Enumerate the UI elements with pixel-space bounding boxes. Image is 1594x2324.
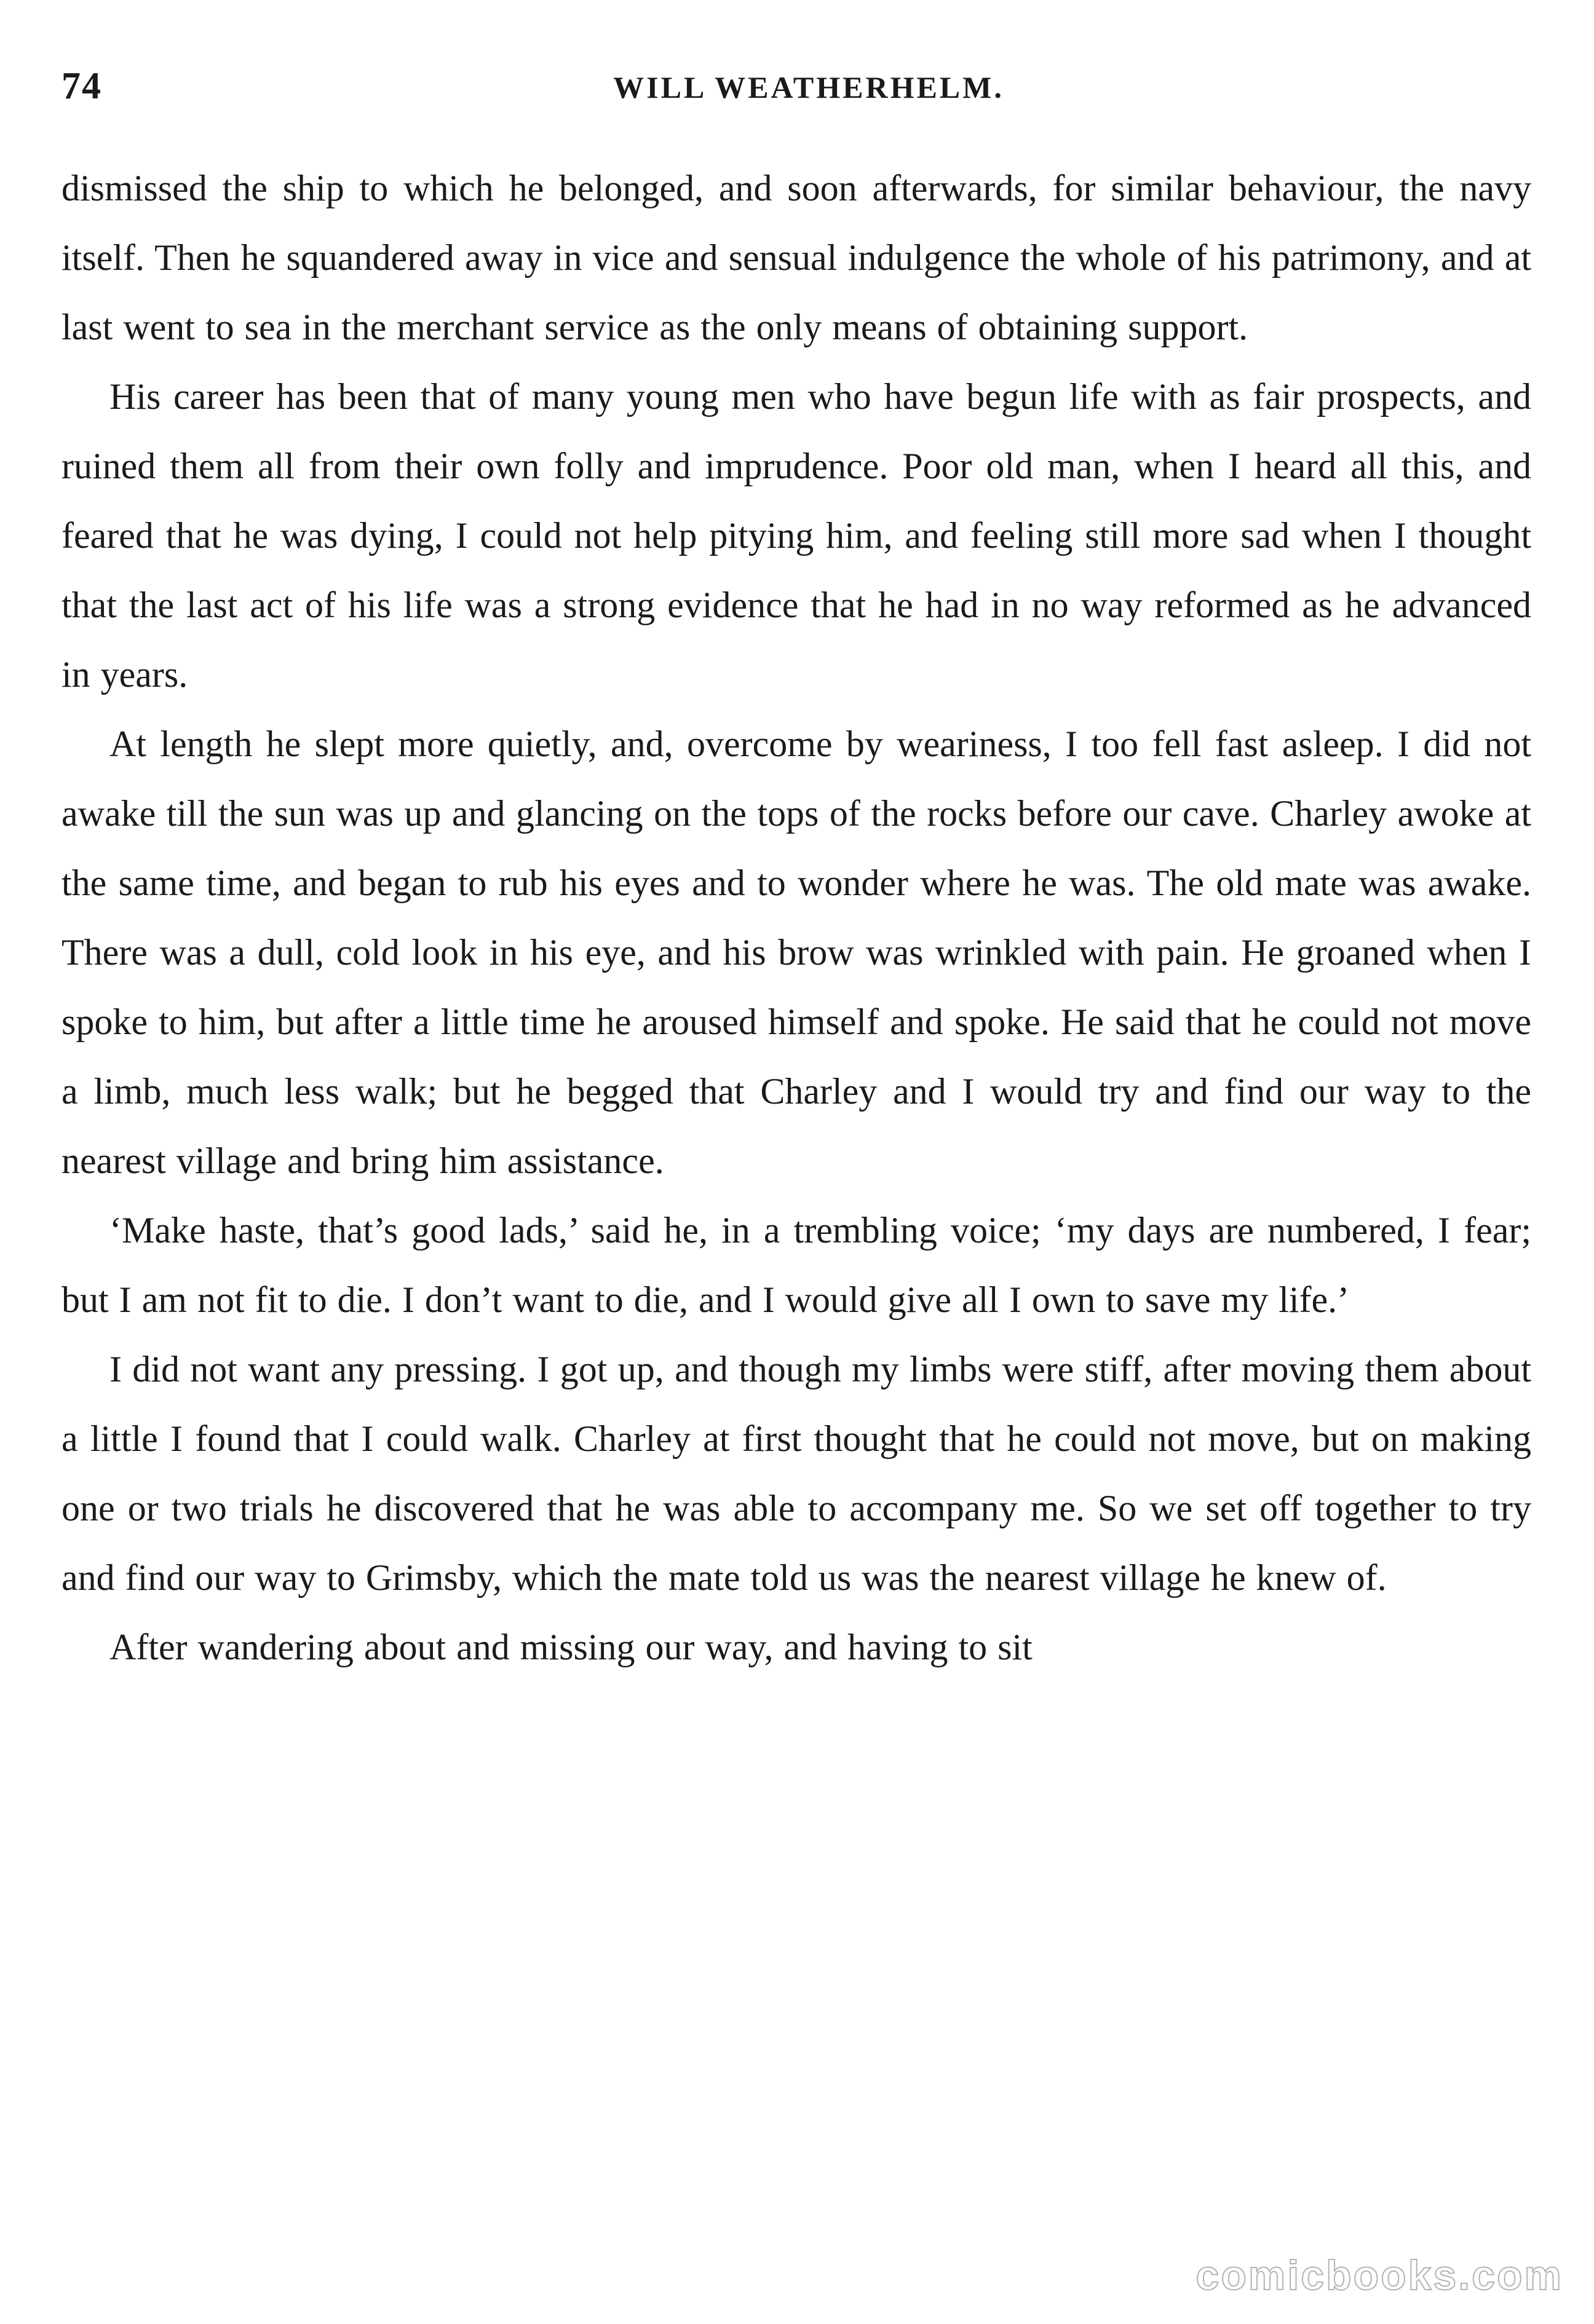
body-text — [61, 154, 1531, 1682]
paragraph: I did not want any pressing. I got up, and though my limbs were stiff, after moving them about a little I found that I could walk. Charley at first thought that he could not move, but on making one or two trials he discovered that he was able to accompany me. So we set off together to try and find our way to Grimsby, which the mate told us was the nearest village he knew of. — [61, 1349, 1531, 1598]
paragraph-dialogue: ‘Make haste, that’s good lads,’ said he, in a trembling voice; ‘my days are numbered, I fear; but I am not fit to die. I don’t want to die, and I would give all I own to save my life.’ — [61, 1210, 1531, 1320]
running-title: WILL WEATHERHELM. — [613, 70, 1004, 105]
site-watermark: comicbooks.com — [1196, 2252, 1563, 2299]
paragraph: At length he slept more quietly, and, overcome by weariness, I too fell fast asleep. I did not awake till the sun was up and glancing on the tops of the rocks before our cave. Charley awoke at the same time, and began to rub his eyes and to wonder where he was. The old mate was awake. There was a dull, cold look in his eye, and his brow was wrinkled with pain. He groaned when I spoke to him, but after a little time he aroused himself and spoke. He said that he could not move a limb, much less walk; but he begged that Charley and I would try and find our way to the nearest village and bring him assistance. — [61, 724, 1531, 1181]
paragraph-continued: dismissed the ship to which he belonged, and soon afterwards, for similar behaviour, the navy itself. Then he squandered away in vice and sensual indulgence the whole of his patrimony, and at last went to sea in the merchant service as the only means of obtaining support. — [61, 168, 1531, 347]
paragraph-final: After wandering about and missing our way, and having to sit — [109, 1627, 1033, 1667]
page-number: 74 — [61, 65, 102, 107]
running-head — [61, 65, 1531, 120]
paragraph: His career has been that of many young men who have begun life with as fair prospects, and ruined them all from their own folly and imprudence. Poor old man, when I heard all this, and feared that he was dying, I could not help pitying him, and feeling still more sad when I thought that the last act of his life was a strong evidence that he had in no way reformed as he advanced in years. — [61, 376, 1531, 695]
